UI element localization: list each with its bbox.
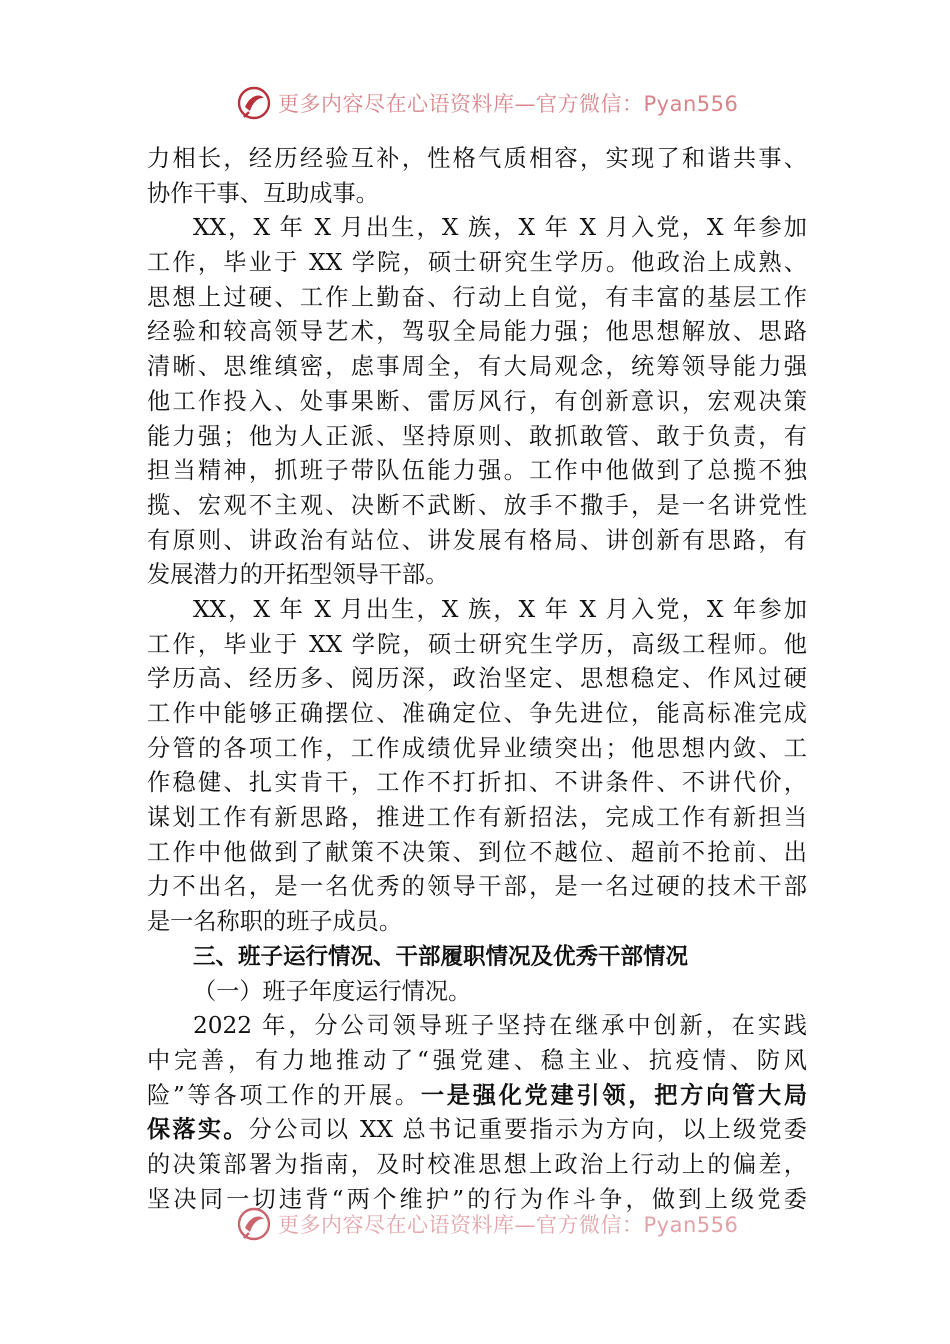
- text-line: 谋划工作有新思路，推进工作有新招法，完成工作有新担当: [147, 804, 807, 832]
- bold-lead-phrase: 一是强化党建引领，把方向管大局: [420, 1081, 808, 1109]
- text-line: 作稳健、扎实肯干，工作不打折扣、不讲条件、不讲代价，: [147, 769, 807, 797]
- text-line: 2022 年，分公司领导班子坚持在继承中创新，在实践: [193, 1012, 807, 1040]
- text-line: 工作，毕业于 XX 学院，硕士研究生学历，高级工程师。他: [147, 630, 807, 658]
- text-line: 思想上过硬、工作上勤奋、行动上自觉，有丰富的基层工作: [147, 283, 807, 311]
- document-body: [147, 142, 807, 1216]
- text-run: 险”等各项工作的开展。: [147, 1081, 421, 1109]
- text-line: 能力强；他为人正派、坚持原则、敢抓敢管、敢于负责，有: [147, 422, 807, 450]
- text-line: 力相长，经历经验互补，性格气质相容，实现了和谐共事、: [147, 145, 807, 172]
- text-line: 揽、宏观不主观、决断不武断、放手不撒手，是一名讲党性: [147, 491, 807, 519]
- text-line: 分管的各项工作，工作成绩优异业绩突出；他思想内敛、工: [147, 734, 807, 762]
- text-line: XX，X 年 X 月出生，X 族，X 年 X 月入党，X 年参加: [193, 214, 807, 242]
- text-line: 力不出名，是一名优秀的领导干部，是一名过硬的技术干部: [147, 873, 807, 901]
- text-line: [147, 1113, 807, 1148]
- text-line: 中完善，有力地推动了“强党建、稳主业、抗疫情、防风: [147, 1046, 807, 1074]
- section-heading: 三、班子运行情况、干部履职情况及优秀干部情况: [193, 943, 689, 970]
- text-line: 他工作投入、处事果断、雷厉风行，有创新意识，宏观决策: [147, 387, 807, 415]
- text-line: 经验和较高领导艺术，驾驭全局能力强；他思想解放、思路: [147, 318, 807, 346]
- text-line: 工作中他做到了献策不决策、到位不越位、超前不抢前、出: [147, 838, 807, 866]
- text-line: 是一名称职的班子成员。: [147, 908, 403, 936]
- watermark-text: 更多内容尽在心语资料库—官方微信：Pyan556: [278, 1213, 739, 1237]
- watermark-text: 更多内容尽在心语资料库—官方微信：Pyan556: [278, 92, 739, 116]
- text-line: [147, 1079, 807, 1114]
- bold-lead-phrase-end: 保落实。: [147, 1116, 249, 1144]
- text-line: 的决策部署为指南，及时校准思想上政治上行动上的偏差，: [147, 1150, 807, 1178]
- text-line: 担当精神，抓班子带队伍能力强。工作中他做到了总揽不独: [147, 457, 807, 485]
- text-line: XX，X 年 X 月出生，X 族，X 年 X 月入党，X 年参加: [193, 595, 807, 623]
- text-line: 发展潜力的开拓型领导干部。: [147, 561, 449, 589]
- watermark-bottom: [236, 1206, 738, 1242]
- text-line: 清晰、思维缜密，虑事周全，有大局观念，统筹领导能力强: [147, 353, 807, 381]
- text-run: 分公司以 XX 总书记重要指示为方向，以上级党委: [248, 1116, 807, 1144]
- text-line: 坚决同一切违背“两个维护”的行为作斗争，做到上级党委: [147, 1185, 807, 1213]
- logo-icon: [236, 85, 272, 121]
- text-line: 协作干事、互助成事。: [147, 179, 379, 207]
- watermark-top: [236, 85, 738, 121]
- text-line: 工作中能够正确摆位、准确定位、争先进位，能高标准完成: [147, 700, 807, 727]
- text-line: 有原则、讲政治有站位、讲发展有格局、讲创新有思路，有: [147, 526, 807, 554]
- subsection-heading: （一）班子年度运行情况。: [193, 977, 472, 1005]
- logo-icon: [236, 1206, 272, 1242]
- text-line: 工作，毕业于 XX 学院，硕士研究生学历。他政治上成熟、: [147, 249, 807, 277]
- text-line: 学历高、经历多、阅历深，政治坚定、思想稳定、作风过硬: [147, 665, 807, 693]
